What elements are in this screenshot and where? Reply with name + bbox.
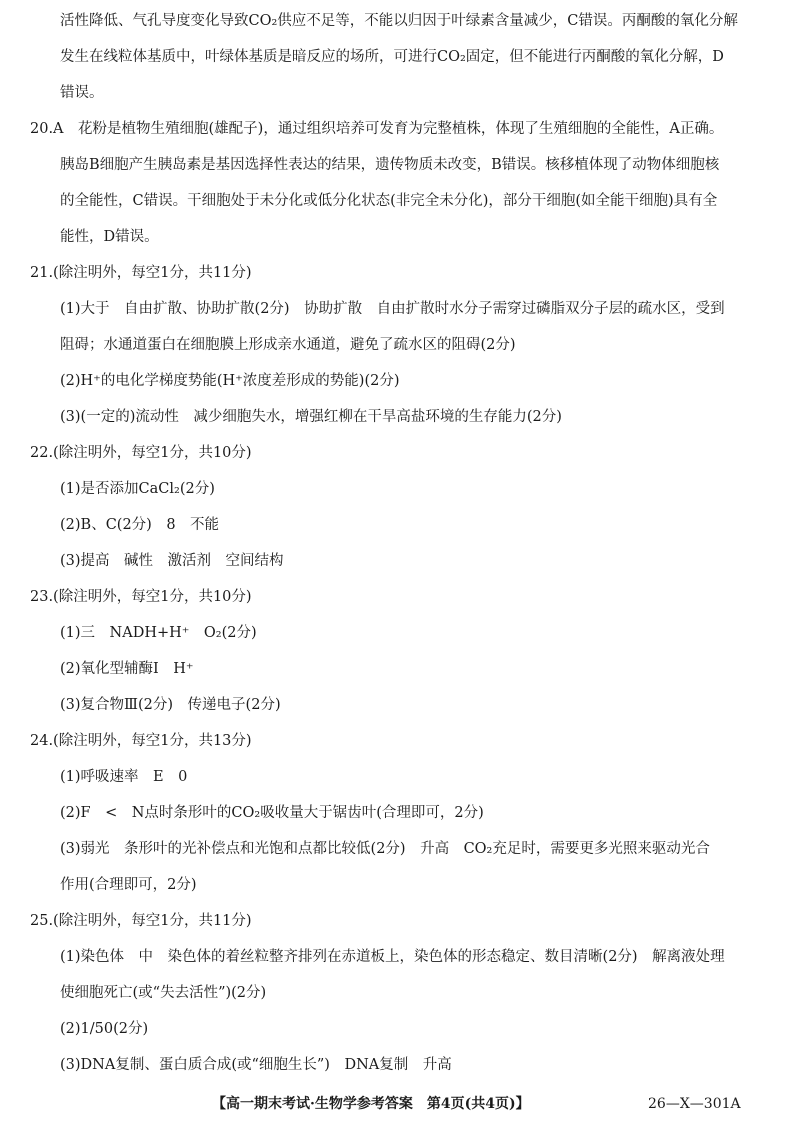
text-line: 作用(合理即可，2分) xyxy=(60,877,197,893)
text-line: 的全能性，C错误。干细胞处于未分化或低分化状态(非完全未分化)，部分干细胞(如全能干细胞)具有全 xyxy=(60,193,718,209)
text-line: (3)复合物Ⅲ(2分) 传递电子(2分) xyxy=(60,697,281,713)
page-footer xyxy=(0,1092,800,1116)
question-22-header: 22.(除注明外，每空1分，共10分) xyxy=(30,445,252,461)
question-20-answer: 20.A 花粉是植物生殖细胞(雄配子)，通过组织培养可发育为完整植株，体现了生殖细胞的全能性，A正确。 xyxy=(30,121,724,137)
text-line: (3)(一定的)流动性 减少细胞失水，增强红柳在干旱高盐环境的生存能力(2分) xyxy=(60,409,562,425)
footer-title: 【高一期末考试·生物学参考答案 第4页(共4页)】 xyxy=(212,1096,530,1112)
text-line: 错误。 xyxy=(60,85,104,101)
text-line: (2)氧化型辅酶Ⅰ H⁺ xyxy=(60,661,194,677)
text-line: (2)H⁺的电化学梯度势能(H⁺浓度差形成的势能)(2分) xyxy=(60,373,400,389)
text-line: (3)弱光 条形叶的光补偿点和光饱和点都比较低(2分) 升高 CO₂充足时，需要更多光照来驱动光合 xyxy=(60,841,710,857)
text-line: (2)B、C(2分) 8 不能 xyxy=(60,517,220,533)
text-line: (1)是否添加CaCl₂(2分) xyxy=(60,481,215,497)
text-line: 阻碍；水通道蛋白在细胞膜上形成亲水通道，避免了疏水区的阻碍(2分) xyxy=(60,337,516,353)
question-25-header: 25.(除注明外，每空1分，共11分) xyxy=(30,913,252,929)
footer-code: 26—X—301A xyxy=(648,1096,741,1112)
question-23-header: 23.(除注明外，每空1分，共10分) xyxy=(30,589,252,605)
text-line: 发生在线粒体基质中，叶绿体基质是暗反应的场所，可进行CO₂固定，但不能进行丙酮酸的氧化分解，D xyxy=(60,49,724,65)
text-line: (2)1/50(2分) xyxy=(60,1021,149,1037)
text-line: 使细胞死亡(或“失去活性”)(2分) xyxy=(60,985,267,1001)
question-24-header: 24.(除注明外，每空1分，共13分) xyxy=(30,733,252,749)
text-line: (1)染色体 中 染色体的着丝粒整齐排列在赤道板上，染色体的形态稳定、数目清晰(2分) 解离液处理 xyxy=(60,949,725,965)
question-21-header: 21.(除注明外，每空1分，共11分) xyxy=(30,265,252,281)
text-line: 能性，D错误。 xyxy=(60,229,159,245)
text-line: (2)F < N点时条形叶的CO₂吸收量大于锯齿叶(合理即可，2分) xyxy=(60,805,484,821)
text-line: (3)DNA复制、蛋白质合成(或“细胞生长”) DNA复制 升高 xyxy=(60,1057,452,1073)
text-line: (1)三 NADH+H⁺ O₂(2分) xyxy=(60,625,257,641)
text-line: (3)提高 碱性 激活剂 空间结构 xyxy=(60,553,284,569)
text-line: 胰岛B细胞产生胰岛素是基因选择性表达的结果，遗传物质未改变，B错误。核移植体现了动物体细胞核 xyxy=(60,157,720,173)
text-line: 活性降低、气孔导度变化导致CO₂供应不足等，不能以归因于叶绿素含量减少，C错误。丙酮酸的氧化分解 xyxy=(60,13,738,29)
text-line: (1)大于 自由扩散、协助扩散(2分) 协助扩散 自由扩散时水分子需穿过磷脂双分子层的疏水区，受到 xyxy=(60,301,725,317)
text-line: (1)呼吸速率 E 0 xyxy=(60,769,188,785)
